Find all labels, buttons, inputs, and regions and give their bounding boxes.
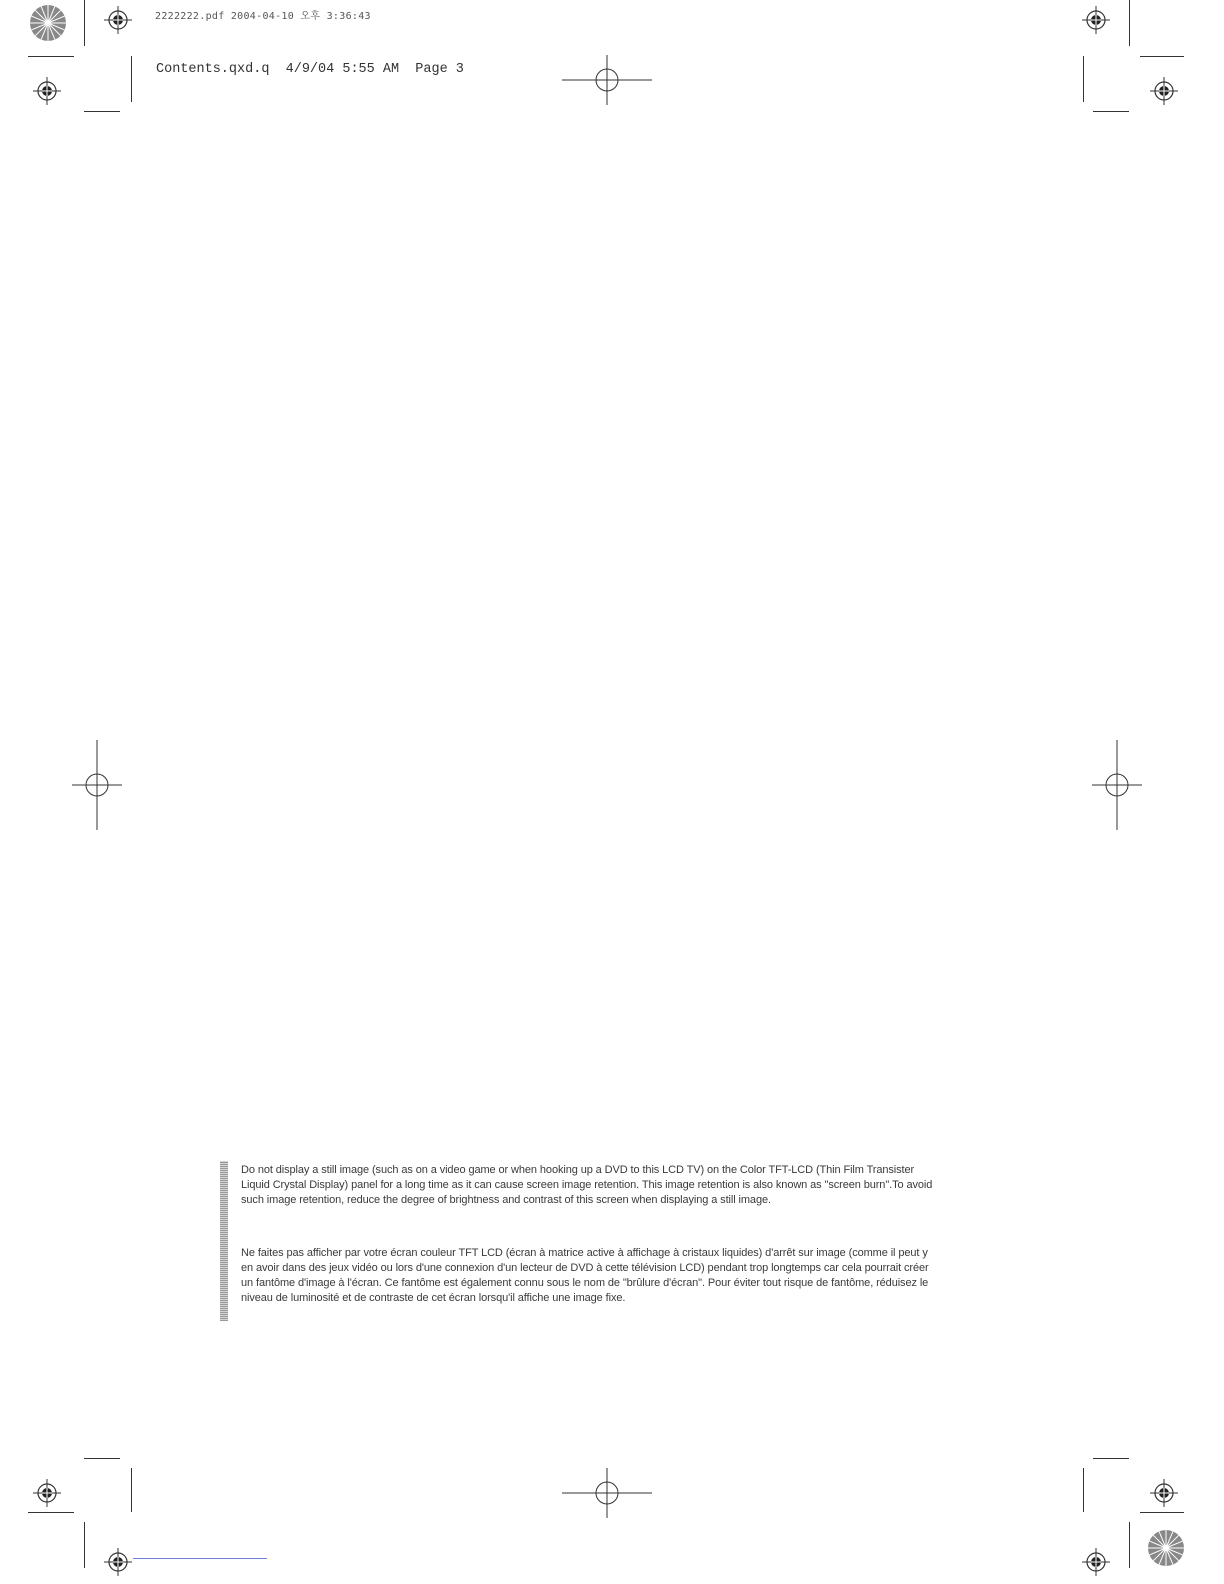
page-header [156,62,464,77]
crop-mark [84,1522,85,1568]
crop-mark [1140,1512,1184,1513]
header-filename: Contents.qxd.q [156,62,270,77]
center-mark-right [1092,740,1142,830]
crop-mark [84,0,85,46]
screen-burn-notice [220,1161,940,1321]
notice-english-text: Do not display a still image (such as on a video game or when hooking up a DVD to this LCD TV) on the Color TFT-LCD (Thin Film Transister Liquid Crystal Display) panel for a long time as it can cause screen image retention. This image retention is also known as "screen burn".To avoid such image retention, reduce the degree of brightness and contrast of this screen when displaying a still image. [241,1164,933,1206]
registration-target-bottom-left-upper [33,1479,61,1507]
crop-mark [1093,111,1129,112]
center-mark-left [72,740,122,830]
header-page-label: Page 3 [415,62,464,77]
bottom-link-underline [133,1558,267,1559]
registration-target-top-left-upper [104,6,132,34]
crop-mark [1093,1458,1129,1459]
crop-mark [1083,56,1084,102]
crop-mark [1083,1468,1084,1512]
registration-target-bottom-left-lower [104,1548,132,1576]
crop-mark [84,1458,120,1459]
center-mark-top [562,55,652,105]
header-date: 4/9/04 [285,62,335,77]
crop-mark [1140,56,1184,57]
starburst-mark-top-left [28,3,68,43]
registration-target-top-right-upper [1082,6,1110,34]
crop-mark [131,1468,132,1512]
crop-mark [28,56,74,57]
crop-mark [1129,0,1130,46]
registration-target-top-right-lower [1150,77,1178,105]
registration-target-bottom-right-upper [1150,1479,1178,1507]
crop-mark [84,111,120,112]
starburst-mark-bottom-right [1146,1528,1186,1568]
header-time: 5:55 AM [342,62,400,77]
center-mark-bottom [562,1468,652,1518]
crop-mark [131,56,132,102]
notice-french-text: Ne faites pas afficher par votre écran couleur TFT LCD (écran à matrice active à affichage à cristaux liquides) d'arrêt sur image (comme il peut y en avoir dans des jeux vidéo ou lors d'une connexion d'un lecteur de DVD à cette télévision LCD) pendant trop longtemps car cela pourrait créer un fantôme d'image à l'écran. Ce fantôme est également connu sous le nom de "brûlure d'écran". Pour éviter tout risque de fantôme, réduisez le niveau de luminosité et de contraste de cet écran lorsqu'il affiche une image fixe. [241,1247,929,1304]
notice-side-bar [220,1161,228,1321]
registration-target-top-left-lower [33,77,61,105]
crop-mark [1129,1522,1130,1568]
crop-mark [28,1512,74,1513]
registration-target-bottom-right-lower [1082,1548,1110,1576]
print-slug: 2222222.pdf 2004-04-10 오후 3:36:43 [155,11,371,22]
